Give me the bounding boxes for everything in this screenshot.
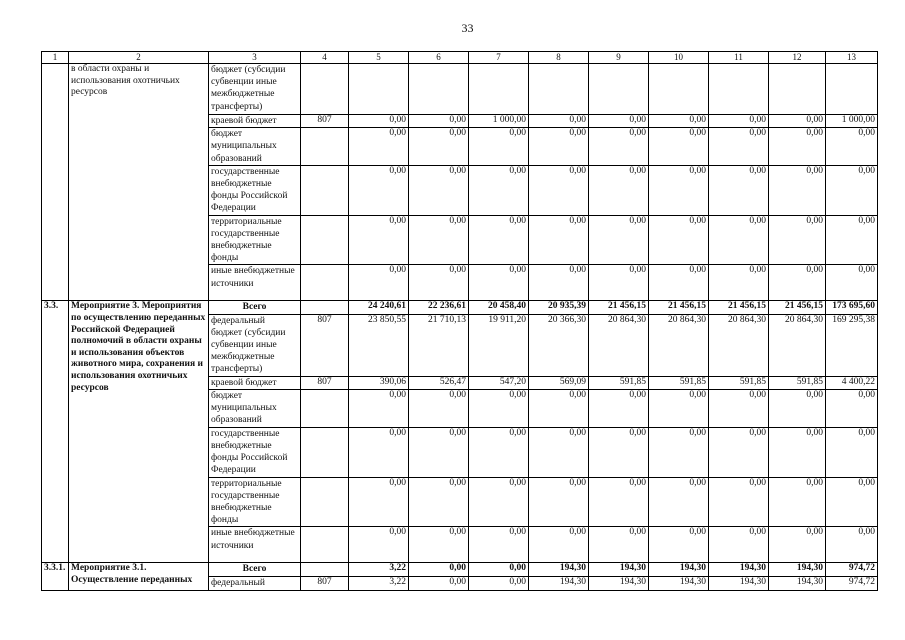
amount-cell: 0,00 [589,389,649,427]
grbs-code [301,165,349,215]
amount-cell: 0,00 [469,165,529,215]
funding-source: государственные внебюджетные фонды Российской Федерации [209,165,301,215]
funding-source: территориальные государственные внебюджетные фонды [209,215,301,265]
amount-cell: 0,00 [826,527,878,563]
amount-cell: 591,85 [769,376,826,389]
amount-cell: 0,00 [409,215,469,265]
amount-cell: 0,00 [826,128,878,166]
amount-cell: 0,00 [649,115,709,128]
amount-cell: 974,72 [826,563,878,577]
amount-cell: 0,00 [589,115,649,128]
amount-cell: 591,85 [709,376,769,389]
amount-cell [769,64,826,115]
amount-cell: 0,00 [409,265,469,301]
amount-cell: 194,30 [529,563,589,577]
item-name: в области охраны и использования охотничьих ресурсов [69,64,209,301]
amount-cell: 0,00 [409,527,469,563]
amount-cell [409,64,469,115]
amount-cell: 0,00 [709,389,769,427]
amount-cell: 194,30 [769,577,826,590]
amount-cell: 0,00 [769,165,826,215]
amount-cell: 173 695,60 [826,301,878,314]
amount-cell: 0,00 [469,215,529,265]
amount-cell: 0,00 [529,389,589,427]
funding-source: государственные внебюджетные фонды Российской Федерации [209,427,301,477]
amount-cell: 0,00 [349,128,409,166]
column-number-7: 7 [469,52,529,64]
funding-source: Всего [209,563,301,577]
amount-cell: 0,00 [529,265,589,301]
amount-cell: 0,00 [469,477,529,527]
funding-source: федеральный бюджет (субсидии субвенции иные межбюджетные трансферты) [209,314,301,376]
amount-cell: 0,00 [649,215,709,265]
amount-cell: 591,85 [649,376,709,389]
funding-source: бюджет муниципальных образований [209,389,301,427]
amount-cell: 0,00 [649,265,709,301]
amount-cell: 0,00 [409,477,469,527]
amount-cell: 0,00 [709,128,769,166]
table-row [42,301,878,314]
grbs-code [301,301,349,314]
grbs-code [301,527,349,563]
amount-cell: 0,00 [649,527,709,563]
amount-cell: 0,00 [349,265,409,301]
amount-cell: 0,00 [469,527,529,563]
column-number-12: 12 [769,52,826,64]
amount-cell: 569,09 [529,376,589,389]
amount-cell: 0,00 [589,265,649,301]
table-row [42,64,878,115]
grbs-code [301,477,349,527]
amount-cell: 0,00 [709,115,769,128]
amount-cell: 194,30 [589,563,649,577]
amount-cell: 0,00 [469,389,529,427]
amount-cell: 20 864,30 [709,314,769,376]
amount-cell: 0,00 [409,427,469,477]
item-code [42,64,69,301]
amount-cell: 0,00 [649,477,709,527]
amount-cell: 0,00 [469,563,529,577]
column-number-8: 8 [529,52,589,64]
amount-cell: 0,00 [769,128,826,166]
amount-cell [589,64,649,115]
column-number-6: 6 [409,52,469,64]
amount-cell: 0,00 [409,115,469,128]
amount-cell: 23 850,55 [349,314,409,376]
amount-cell: 0,00 [649,165,709,215]
item-code: 3.3.1. [42,563,69,590]
amount-cell: 0,00 [826,427,878,477]
amount-cell: 0,00 [349,165,409,215]
amount-cell: 0,00 [826,165,878,215]
column-number-3: 3 [209,52,301,64]
amount-cell: 0,00 [349,115,409,128]
funding-source: бюджет (субсидии субвенции иные межбюджетные трансферты) [209,64,301,115]
amount-cell: 0,00 [709,165,769,215]
amount-cell: 0,00 [709,527,769,563]
item-name: Мероприятие 3. Мероприятия по осуществлению переданных Российской Федерацией полномочий в области охраны и использования объектов животного мира, сохранения и использования охотничьих ресурсов [69,301,209,563]
amount-cell: 591,85 [589,376,649,389]
grbs-code [301,563,349,577]
amount-cell: 3,22 [349,577,409,590]
amount-cell [709,64,769,115]
amount-cell: 21 456,15 [589,301,649,314]
column-number-2: 2 [69,52,209,64]
funding-source: краевой бюджет [209,376,301,389]
amount-cell: 0,00 [649,389,709,427]
amount-cell: 0,00 [469,577,529,590]
table-body [42,52,878,591]
column-number-13: 13 [826,52,878,64]
amount-cell: 0,00 [349,427,409,477]
amount-cell [469,64,529,115]
amount-cell: 547,20 [469,376,529,389]
amount-cell: 0,00 [529,215,589,265]
amount-cell: 0,00 [826,215,878,265]
amount-cell: 0,00 [409,577,469,590]
amount-cell: 0,00 [349,215,409,265]
amount-cell [826,64,878,115]
grbs-code [301,265,349,301]
amount-cell: 194,30 [769,563,826,577]
item-code: 3.3. [42,301,69,563]
grbs-code [301,215,349,265]
amount-cell: 0,00 [769,389,826,427]
amount-cell: 0,00 [709,427,769,477]
amount-cell: 1 000,00 [469,115,529,128]
grbs-code: 807 [301,115,349,128]
amount-cell: 0,00 [349,527,409,563]
amount-cell: 194,30 [529,577,589,590]
amount-cell: 194,30 [589,577,649,590]
amount-cell: 21 456,15 [649,301,709,314]
budget-table [41,51,878,591]
amount-cell: 0,00 [589,527,649,563]
amount-cell: 0,00 [589,427,649,477]
amount-cell: 0,00 [769,427,826,477]
amount-cell: 0,00 [769,265,826,301]
column-number-4: 4 [301,52,349,64]
funding-source: Всего [209,301,301,314]
item-name: Мероприятие 3.1. Осуществление переданных [69,563,209,590]
amount-cell: 390,06 [349,376,409,389]
funding-source: территориальные государственные внебюджетные фонды [209,477,301,527]
amount-cell: 21 456,15 [769,301,826,314]
amount-cell: 20 864,30 [589,314,649,376]
amount-cell: 24 240,61 [349,301,409,314]
amount-cell: 3,22 [349,563,409,577]
amount-cell: 0,00 [589,215,649,265]
amount-cell: 0,00 [769,115,826,128]
amount-cell: 194,30 [649,577,709,590]
grbs-code: 807 [301,376,349,389]
amount-cell: 0,00 [709,265,769,301]
amount-cell: 0,00 [469,427,529,477]
amount-cell: 0,00 [529,427,589,477]
amount-cell: 0,00 [826,389,878,427]
amount-cell: 194,30 [709,577,769,590]
column-number-row [42,52,878,64]
page-number: 33 [461,21,474,35]
amount-cell: 0,00 [589,477,649,527]
amount-cell: 0,00 [709,477,769,527]
column-number-9: 9 [589,52,649,64]
amount-cell: 0,00 [409,165,469,215]
amount-cell: 0,00 [469,265,529,301]
amount-cell: 0,00 [529,477,589,527]
amount-cell [349,64,409,115]
column-number-5: 5 [349,52,409,64]
amount-cell [529,64,589,115]
amount-cell: 20 458,40 [469,301,529,314]
amount-cell: 20 935,39 [529,301,589,314]
grbs-code [301,128,349,166]
amount-cell: 0,00 [409,389,469,427]
amount-cell: 0,00 [769,215,826,265]
amount-cell: 4 400,22 [826,376,878,389]
amount-cell: 0,00 [529,128,589,166]
amount-cell: 20 864,30 [769,314,826,376]
column-number-10: 10 [649,52,709,64]
amount-cell: 194,30 [709,563,769,577]
amount-cell: 526,47 [409,376,469,389]
amount-cell: 0,00 [529,165,589,215]
amount-cell: 19 911,20 [469,314,529,376]
funding-source: иные внебюджетные источники [209,527,301,563]
amount-cell: 0,00 [589,165,649,215]
amount-cell: 0,00 [529,527,589,563]
funding-source: иные внебюджетные источники [209,265,301,301]
grbs-code [301,64,349,115]
amount-cell: 20 864,30 [649,314,709,376]
amount-cell: 0,00 [769,477,826,527]
grbs-code: 807 [301,577,349,590]
column-number-11: 11 [709,52,769,64]
amount-cell: 0,00 [409,128,469,166]
amount-cell: 194,30 [649,563,709,577]
amount-cell: 0,00 [826,477,878,527]
amount-cell: 0,00 [649,427,709,477]
amount-cell: 0,00 [409,563,469,577]
grbs-code [301,427,349,477]
funding-source: бюджет муниципальных образований [209,128,301,166]
amount-cell: 22 236,61 [409,301,469,314]
amount-cell: 974,72 [826,577,878,590]
amount-cell: 0,00 [709,215,769,265]
amount-cell: 20 366,30 [529,314,589,376]
amount-cell: 0,00 [469,128,529,166]
amount-cell: 0,00 [529,115,589,128]
amount-cell: 0,00 [589,128,649,166]
amount-cell: 21 710,13 [409,314,469,376]
amount-cell [649,64,709,115]
amount-cell: 169 295,38 [826,314,878,376]
amount-cell: 1 000,00 [826,115,878,128]
grbs-code: 807 [301,314,349,376]
amount-cell: 0,00 [349,389,409,427]
amount-cell: 0,00 [826,265,878,301]
amount-cell: 0,00 [769,527,826,563]
funding-source: краевой бюджет [209,115,301,128]
funding-source: федеральный [209,577,301,590]
amount-cell: 21 456,15 [709,301,769,314]
amount-cell: 0,00 [649,128,709,166]
grbs-code [301,389,349,427]
table-row [42,563,878,577]
column-number-1: 1 [42,52,69,64]
amount-cell: 0,00 [349,477,409,527]
